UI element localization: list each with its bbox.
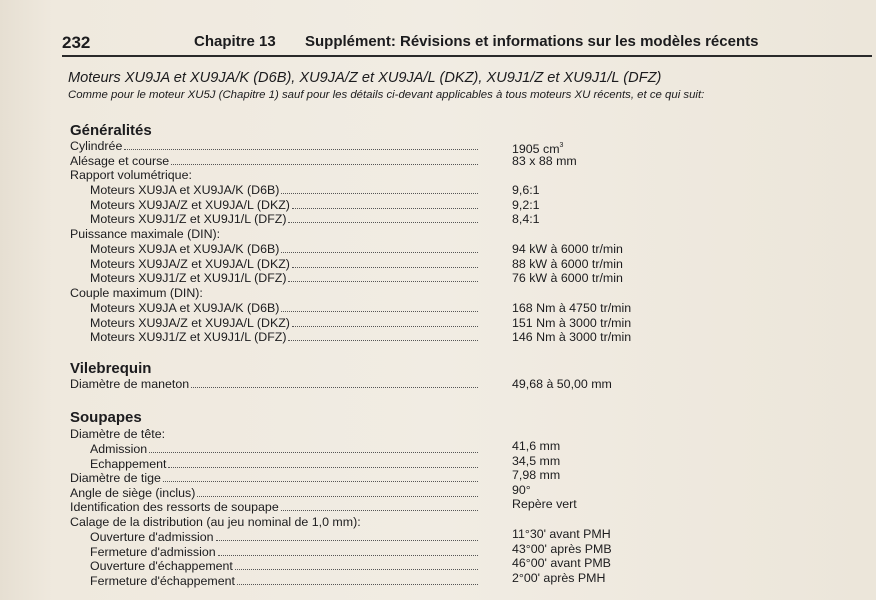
leader-dots xyxy=(292,208,478,209)
spec-row-maneton xyxy=(70,377,480,391)
spec-row xyxy=(70,471,480,485)
spec-row-cylindree xyxy=(70,139,480,153)
spec-value: 8,4:1 xyxy=(512,212,540,226)
spec-value: 11°30' avant PMH xyxy=(512,527,611,541)
spec-row xyxy=(90,559,480,573)
spec-group-rapport xyxy=(70,168,480,182)
spec-value: 46°00' avant PMB xyxy=(512,556,611,570)
spec-label: Identification des ressorts de soupape xyxy=(70,500,279,514)
spec-label: Moteurs XU9JA et XU9JA/K (D6B) xyxy=(90,183,280,197)
leader-dots xyxy=(281,311,478,312)
spec-value: 151 Nm à 3000 tr/min xyxy=(512,316,632,330)
spec-value: 9,6:1 xyxy=(512,183,540,197)
leader-dots xyxy=(191,387,478,388)
leader-dots xyxy=(288,222,478,223)
document-subtitle: Comme pour le moteur XU5J (Chapitre 1) sauf pour les détails ci-devant applicables à tous moteurs XU récents, et ce qui suit: xyxy=(68,89,705,101)
spec-value: 9,2:1 xyxy=(512,198,540,212)
document-title: Moteurs XU9JA et XU9JA/K (D6B), XU9JA/Z et XU9JA/L (DKZ), XU9J1/Z et XU9J1/L (DFZ) xyxy=(68,70,662,86)
leader-dots xyxy=(281,510,478,511)
spec-row xyxy=(90,545,480,559)
spec-label: Moteurs XU9JA et XU9JA/K (D6B) xyxy=(90,242,280,256)
spec-label: Moteurs XU9JA/Z et XU9JA/L (DKZ) xyxy=(90,316,290,330)
spec-label: Moteurs XU9J1/Z et XU9J1/L (DFZ) xyxy=(90,271,287,285)
spec-label: Alésage et course xyxy=(70,154,170,168)
leader-dots xyxy=(216,540,478,541)
spec-label: Diamètre de maneton xyxy=(70,377,190,391)
spec-label: Moteurs XU9J1/Z et XU9J1/L (DFZ) xyxy=(90,212,287,226)
spec-value: 90° xyxy=(512,483,531,497)
spec-row xyxy=(90,242,480,256)
spec-label: Rapport volumétrique: xyxy=(70,168,192,182)
section-heading-soupapes: Soupapes xyxy=(70,409,142,426)
leader-dots xyxy=(288,281,478,282)
superscript: 3 xyxy=(559,142,564,149)
spec-label: Moteurs XU9JA/Z et XU9JA/L (DKZ) xyxy=(90,257,290,271)
spec-value: 76 kW à 6000 tr/min xyxy=(512,271,623,285)
spec-row-alesage xyxy=(70,154,480,168)
spec-row xyxy=(70,500,480,514)
spec-value: 146 Nm à 3000 tr/min xyxy=(512,330,632,344)
spec-value: 34,5 mm xyxy=(512,454,561,468)
spec-row xyxy=(90,574,480,588)
page-header xyxy=(62,33,870,55)
spec-value: 41,6 mm xyxy=(512,439,561,453)
leader-dots xyxy=(171,164,478,165)
leader-dots xyxy=(292,326,478,327)
spec-label: Couple maximum (DIN): xyxy=(70,286,203,300)
leader-dots xyxy=(149,452,478,453)
spec-row xyxy=(90,530,480,544)
spec-label: Echappement xyxy=(90,457,167,471)
leader-dots xyxy=(124,149,478,150)
spec-row xyxy=(90,442,480,456)
spec-group-puissance xyxy=(70,227,480,241)
leader-dots xyxy=(218,555,478,556)
spec-row xyxy=(90,301,480,315)
header-rule xyxy=(62,55,872,57)
spec-label: Admission xyxy=(90,442,148,456)
spec-value: 94 kW à 6000 tr/min xyxy=(512,242,623,256)
spec-value: 49,68 à 50,00 mm xyxy=(512,377,612,391)
spec-group-diametre-tete xyxy=(70,427,480,441)
spec-value: 7,98 mm xyxy=(512,468,561,482)
page-number: 232 xyxy=(62,33,91,52)
spec-row xyxy=(90,212,480,226)
leader-dots xyxy=(235,569,478,570)
leader-dots xyxy=(281,193,478,194)
spec-row xyxy=(90,257,480,271)
spec-row xyxy=(90,457,480,471)
spec-label: Puissance maximale (DIN): xyxy=(70,227,221,241)
section-heading-generalites: Généralités xyxy=(70,122,152,139)
spec-label: Moteurs XU9JA/Z et XU9JA/L (DKZ) xyxy=(90,198,290,212)
spec-row xyxy=(90,271,480,285)
spec-row xyxy=(90,198,480,212)
leader-dots xyxy=(163,481,478,482)
spec-row xyxy=(90,183,480,197)
leader-dots xyxy=(288,340,478,341)
spec-row xyxy=(70,486,480,500)
spec-value-alesage: 83 x 88 mm xyxy=(512,154,577,168)
chapter-label: Chapitre 13 xyxy=(194,33,276,50)
spec-group-calage xyxy=(70,515,480,529)
spec-label: Moteurs XU9J1/Z et XU9J1/L (DFZ) xyxy=(90,330,287,344)
spec-label: Diamètre de tête: xyxy=(70,427,166,441)
spec-label: Calage de la distribution (au jeu nominal de 1,0 mm): xyxy=(70,515,361,529)
spec-value-cylindree: 1905 $cm^3$ xyxy=(512,142,564,156)
spec-group-couple xyxy=(70,286,480,300)
leader-dots xyxy=(292,267,478,268)
spec-label: Cylindrée xyxy=(70,139,123,153)
spec-value: 168 Nm à 4750 tr/min xyxy=(512,301,632,315)
chapter-title: Supplément: Révisions et informations sur les modèles récents xyxy=(305,33,759,50)
spec-value: 88 kW à 6000 tr/min xyxy=(512,257,623,271)
leader-dots xyxy=(281,252,478,253)
spec-row xyxy=(90,330,480,344)
spec-label: Diamètre de tige xyxy=(70,471,161,485)
spec-value: 43°00' après PMB xyxy=(512,542,612,556)
spec-label: Angle de siège (inclus) xyxy=(70,486,196,500)
spec-label: Fermeture d'échappement xyxy=(90,574,235,588)
spec-label: Fermeture d'admission xyxy=(90,545,216,559)
leader-dots xyxy=(197,496,478,497)
section-heading-vilebrequin: Vilebrequin xyxy=(70,360,152,377)
spec-label: Ouverture d'échappement xyxy=(90,559,233,573)
spec-row xyxy=(90,316,480,330)
leader-dots xyxy=(168,467,478,468)
spec-label: Moteurs XU9JA et XU9JA/K (D6B) xyxy=(90,301,280,315)
spec-value: Repère vert xyxy=(512,497,577,511)
spec-label: Ouverture d'admission xyxy=(90,530,214,544)
spec-value: 2°00' après PMH xyxy=(512,571,606,585)
leader-dots xyxy=(237,584,478,585)
